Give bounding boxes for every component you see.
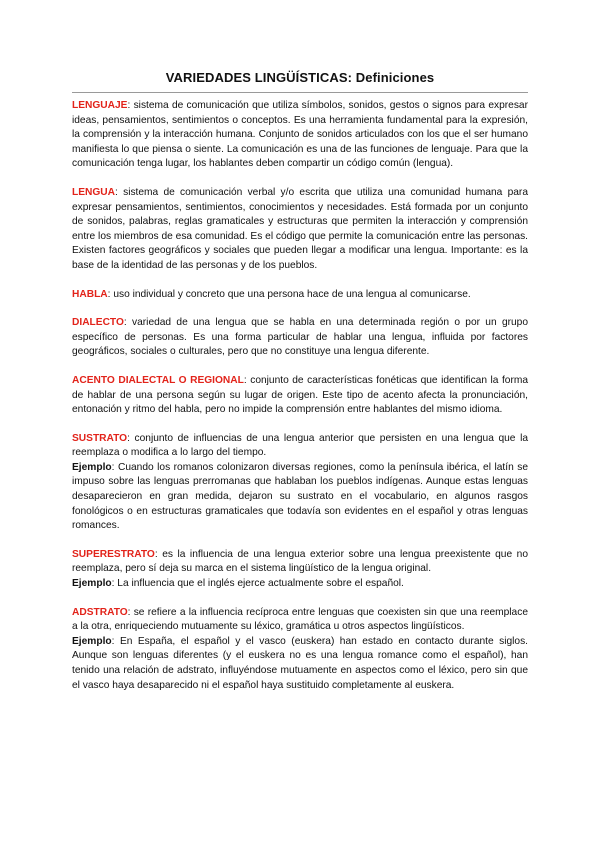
definition-paragraph <box>72 316 528 360</box>
document-title: VARIEDADES LINGÜÍSTICAS: Definiciones <box>165 70 435 85</box>
definition-paragraph <box>72 548 528 577</box>
definition-term: SUSTRATO <box>72 432 128 444</box>
definition-text: : se refiere a la influencia recíproca entre lenguas que coexisten sin que una reemplace a la otra, enriqueciendo mutuamente su léxico, gramática u otros aspectos lingüísticos. <box>72 606 528 633</box>
definition-term: LENGUA <box>72 186 116 198</box>
definition-term: SUPERESTRATO <box>72 548 155 560</box>
definition-paragraph <box>72 432 528 461</box>
definitions-list <box>72 99 528 693</box>
definition-acento-dialectal <box>72 374 528 418</box>
example-text: : En España, el español y el vasco (euskera) han estado en contacto durante siglos. Aunque son lenguas diferentes (y el euskera no es una lengua romance como el español), han tenido una relación de adstrato, influyéndose mutuamente en aspectos como el léxico, pero sin que el vasco haya desaparecido ni el español haya sustituido completamente al euskera. <box>72 635 528 691</box>
definition-lenguaje <box>72 99 528 172</box>
definition-paragraph <box>72 186 528 274</box>
title-divider <box>72 92 528 93</box>
definition-paragraph <box>72 606 528 635</box>
definition-lengua <box>72 186 528 274</box>
definition-paragraph <box>72 288 528 303</box>
definition-text: : sistema de comunicación que utiliza símbolos, sonidos, gestos o signos para expresar ideas, pensamientos, sentimientos o conceptos. Es una herramienta fundamental para la expresión, la comprensión y la interacción humana. Conjunto de sonidos articulados con los que el ser humano manifiesta lo que piensa o siente. La comunicación es una de las funciones de lenguaje. Para que la comunicación tenga lugar, los hablantes deben compartir un código común (lengua). <box>72 100 528 170</box>
example-paragraph <box>72 461 528 534</box>
example-paragraph <box>72 577 528 592</box>
definition-text: : conjunto de características fonéticas que identifican la forma de hablar de una persona según su lugar de origen. Este tipo de acento afecta la pronunciación, entonación y ritmo del habla, pero no impide la comprensión entre hablantes del mismo idioma. <box>72 374 529 416</box>
example-text: : La influencia que el inglés ejerce actualmente sobre el español. <box>111 578 404 590</box>
definition-text: : conjunto de influencias de una lengua anterior que persisten en una lengua que la reemplaza o modifica a lo largo del tiempo. <box>72 432 528 459</box>
definition-text: : sistema de comunicación verbal y/o escrita que utiliza una comunidad humana para expresar pensamientos, sentimientos, conocimientos y necesidades. Está formada por un conjunto de sonidos, palabras, reglas gramaticales y estructuras que permiten la interacción y comprensión entre los miembros de esa comunidad. Es el código que permite la comunicación entre las personas. Existen factores geográficos y sociales que pueden llegar a modificar una lengua. Importante: es la base de la identidad de las personas y de los pueblos. <box>72 186 528 271</box>
definition-term: LENGUAJE <box>72 100 128 111</box>
example-label: Ejemplo <box>72 635 112 647</box>
example-paragraph <box>72 635 528 693</box>
example-label: Ejemplo <box>72 578 112 590</box>
definition-text: : es la influencia de una lengua exterior sobre una lengua preexistente que no reemplaza, pero sí deja su marca en el sistema lingüístico de la lengua original. <box>72 548 528 575</box>
definition-term: HABLA <box>72 288 108 300</box>
definition-text: : variedad de una lengua que se habla en una determinada región o por un grupo específico de personas. Es una forma particular de hablar una lengua, influida por factores geográficos, sociales o culturales, pero que no constituye una lengua diferente. <box>72 317 528 358</box>
example-label: Ejemplo <box>72 461 112 473</box>
definition-term: ACENTO DIALECTAL O REGIONAL <box>72 374 244 386</box>
document-page <box>72 70 528 707</box>
definition-habla <box>72 288 528 303</box>
definition-sustrato <box>72 432 528 534</box>
definition-superestrato <box>72 548 528 592</box>
definition-paragraph <box>72 99 528 172</box>
example-text: : Cuando los romanos colonizaron diversas regiones, como la península ibérica, el latín se impuso sobre las lenguas prerromanas que hablaban los pueblos indígenas. Aunque estas lenguas desaparecieron en gran medida, dejaron su sustrato en el vocabulario, en algunos rasgos fonológicos o en estructuras gramaticales que todavía son evidentes en el español y otras lenguas romances. <box>72 461 528 532</box>
definition-adstrato <box>72 606 528 694</box>
definition-term: DIALECTO <box>72 317 124 329</box>
definition-paragraph <box>72 374 528 418</box>
definition-text: : uso individual y concreto que una persona hace de una lengua al comunicarse. <box>107 288 471 300</box>
definition-dialecto <box>72 316 528 360</box>
definition-term: ADSTRATO <box>72 606 128 618</box>
